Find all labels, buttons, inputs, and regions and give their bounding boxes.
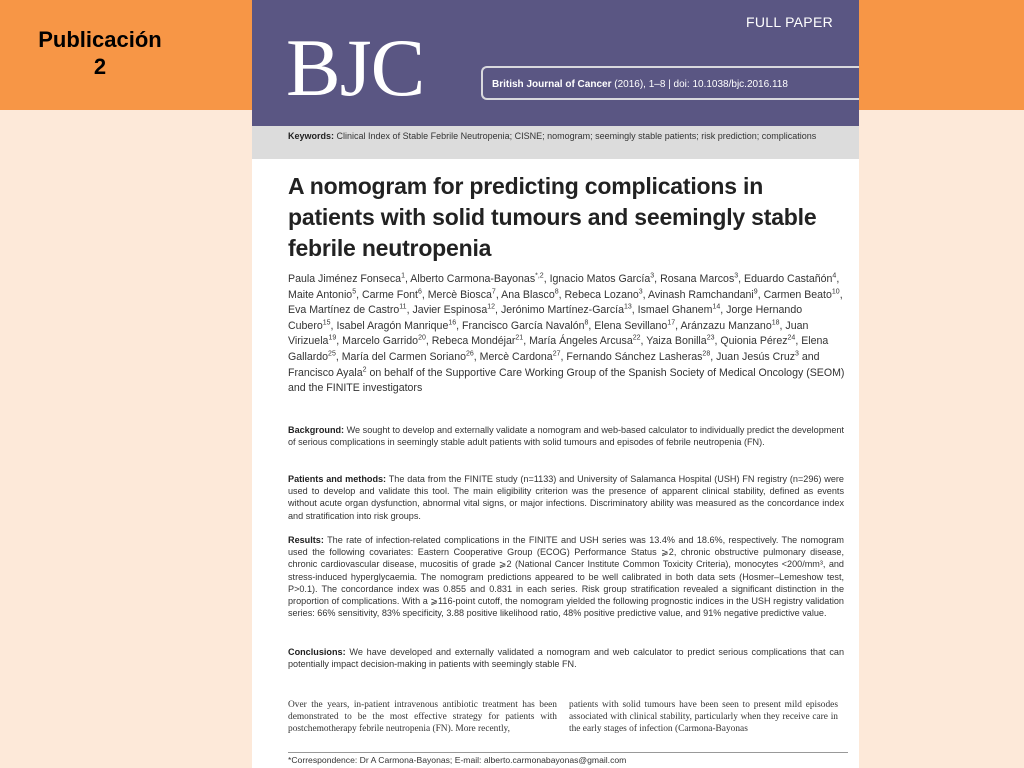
- abstract-results: [288, 534, 844, 619]
- citation-bar: [481, 66, 859, 100]
- methods-label: Patients and methods:: [288, 474, 387, 484]
- author-affiliation: 8: [554, 288, 559, 296]
- author-affiliation: 22: [632, 334, 641, 342]
- author-affiliation: 17: [667, 319, 676, 327]
- author-affiliation: 3: [734, 272, 739, 280]
- author-affiliation: 14: [712, 303, 721, 311]
- author: María Ángeles Arcusa$^{22}$: [529, 334, 641, 348]
- author-affiliation: 6: [417, 288, 422, 296]
- author: Jerónimo Martínez-García$^{13}$: [500, 303, 632, 317]
- conclusions-label: Conclusions:: [288, 647, 346, 657]
- author: Alberto Carmona-Bayonas$^{*,2}$: [410, 272, 544, 285]
- author: Francisco García Navalón$^8$: [462, 319, 589, 332]
- author: Yaiza Bonilla$^{23}$: [646, 334, 715, 348]
- author-affiliation: 3: [795, 350, 799, 358]
- author-affiliation: 28: [702, 350, 711, 358]
- author-affiliation: 8: [584, 319, 589, 327]
- keywords: [252, 126, 859, 159]
- author: Eduardo Castañón$^4$: [744, 272, 837, 285]
- background-text: We sought to develop and externally validate a nomogram and web-based calculator to individually predict the development of serious complications in seemingly stable adult patients with solid tumours and episodes of febrile neutropenia (FN).: [288, 425, 845, 448]
- author-affiliation: 19: [328, 334, 337, 342]
- correspondence-footnote: *Correspondence: Dr A Carmona-Bayonas; E-mail: alberto.carmonabayonas@gmail.com: [288, 752, 848, 766]
- paper-title: A nomogram for predicting complications in patients with solid tumours and seemingly stable febrile neutropenia: [288, 173, 817, 261]
- background-label: Background:: [288, 425, 345, 435]
- authors-and: and: [798, 350, 820, 363]
- author: Mercè Biosca$^7$: [427, 288, 496, 301]
- author: Fernando Sánchez Lasheras$^{28}$: [566, 350, 711, 363]
- author-affiliation: *,2: [535, 272, 544, 280]
- author: Quionia Pérez$^{24}$: [720, 334, 796, 348]
- author: Jorge Hernando Cubero$^{15}$: [288, 304, 803, 332]
- author-affiliation: 3: [650, 272, 655, 280]
- slide-label-line2: 2: [93, 54, 107, 79]
- author-affiliation: 2: [362, 366, 367, 374]
- abstract-methods: [288, 473, 844, 522]
- results-label: Results:: [288, 535, 324, 545]
- keywords-text: Clinical Index of Stable Febrile Neutropenia; CISNE; nomogram; seemingly stable patients; risk prediction; complications: [336, 131, 817, 141]
- author: Maite Antonio$^5$: [288, 288, 357, 301]
- body-text-right: patients with solid tumours have been seen to present mild episodes associated with clinical stability, particularly when they receive care in the early stages of infection (Carmona-Bayonas: [569, 700, 838, 734]
- author-affiliation: 9: [753, 288, 758, 296]
- author: Carmen Beato$^{10}$: [763, 288, 840, 301]
- author-affiliation: 15: [322, 319, 331, 327]
- author: Javier Espinosa$^{12}$: [412, 303, 496, 317]
- author-affiliation: 7: [491, 288, 496, 296]
- author: Aránzazu Manzano$^{18}$: [680, 319, 780, 332]
- author-affiliation: 1: [401, 272, 405, 280]
- results-text: The rate of infection-related complications in the FINITE and USH series was 13.4% and 18.6%, respectively. The nomogram used the following covariates: Eastern Cooperative Group (ECOG) Performance Status ⩾2, chronic obstructive pulmonary disease, chronic cardiovascular disease, mucositis of grade ⩾2 (National Cancer Institute Common Toxicity Criteria), monocytes <200/mm³, and stress-induced hyperglycaemia. The nomogram predictions appeared to be well calibrated in both data sets (Hosmer–Lemeshow test, P>0.1). The concordance index was 0.855 and 0.831 in each series. Risk group stratification revealed a significant distinction in the proportion of complications. With a ⩾116-point cutoff, the nomogram yielded the following prognostic indices in the USH registry validation series: 66% sensitivity, 83% specificity, 3.88 positive likelihood ratio, 48% positive predictive value, and 91% negative predictive value.: [288, 535, 844, 619]
- author-affiliation: 3: [638, 288, 643, 296]
- author: Elena Sevillano$^{17}$: [594, 319, 676, 332]
- author-affiliation: 25: [328, 350, 336, 358]
- author-affiliation: 21: [515, 334, 524, 342]
- author-affiliation: 4: [832, 272, 837, 280]
- journal-header: [252, 0, 859, 126]
- paper-page: [252, 0, 859, 768]
- slide-label: [0, 26, 200, 80]
- paper-type: FULL PAPER: [745, 14, 833, 30]
- author-affiliation: 23: [706, 334, 715, 342]
- author: Ana Blasco$^8$: [501, 288, 559, 301]
- author: Rebeca Mondéjar$^{21}$: [431, 334, 524, 348]
- author-affiliation: 20: [418, 334, 426, 342]
- author: Elena Gallardo$^{25}$: [288, 335, 829, 363]
- author: Eva Martínez de Castro$^{11}$: [288, 303, 407, 317]
- author-affiliation: 5: [352, 288, 357, 296]
- author-affiliation: 13: [623, 303, 632, 311]
- author-affiliation: 16: [448, 319, 457, 327]
- abstract-conclusions: [288, 646, 844, 670]
- author: Ignacio Matos García$^3$: [549, 272, 655, 285]
- author-affiliation: 12: [487, 303, 496, 311]
- citation-details: (2016), 1–8 | doi: 10.1038/bjc.2016.118: [611, 79, 788, 90]
- author: Rosana Marcos$^3$: [660, 272, 739, 285]
- author-list: Paula Jiménez Fonseca$^1$, Alberto Carmona-Bayonas$^{*,2}$, Ignacio Matos García$^3$, Rosana Marcos$^3$, Eduardo Castañón$^4$, Maite Antonio$^5$, Carme Font$^6$, Mercè Biosca$^7$, Ana Blasco$^8$, Rebeca Lozano$^3$, Avinash Ramchandani$^9$, Carmen Beato$^{10}$, Eva Martínez de Castro$^{11}$, Javier Espinosa$^{12}$, Jerónimo Martínez-García$^{13}$, Ismael Ghanem$^{14}$, Jorge Hernando Cubero$^{15}$, Isabel Aragón Manrique$^{16}$, Francisco García Navalón$^8$, Elena Sevillano$^{17}$, Aránzazu Manzano$^{18}$, Juan Virizuela$^{19}$, Marcelo Garrido$^{20}$, Rebeca Mondéjar$^{21}$, María Ángeles Arcusa$^{22}$, Yaiza Bonilla$^{23}$, Quionia Pérez$^{24}$, Elena Gallardo$^{25}$, María del Carmen Soriano$^{26}$, Mercè Cardona$^{27}$, Fernando Sánchez Lasheras$^{28}$, Juan Jesús Cruz$^3$ and Francisco Ayala$^2$ on behalf of the Supportive Care Working Group of the Spanish Society of Medical Oncology (SEOM) and the FINITE investigators: [288, 272, 845, 395]
- author: Isabel Aragón Manrique$^{16}$: [336, 319, 457, 332]
- author: Carme Font$^6$: [362, 288, 422, 301]
- author-affiliation: 24: [787, 334, 796, 342]
- author-affiliation: 10: [831, 288, 840, 296]
- authors-suffix: on behalf of the Supportive Care Working Group of the Spanish Society of Medical Oncology (SEOM) and the FINITE investigators: [288, 366, 845, 395]
- author-affiliation: 27: [552, 350, 561, 358]
- body-text-left: Over the years, in-patient intravenous antibiotic treatment has been demonstrated to be the most effective strategy for patients with postchemotherapy febrile neutropenia (FN). More recently,: [288, 700, 557, 734]
- author: Marcelo Garrido$^{20}$: [342, 334, 426, 348]
- journal-logo: BJC: [286, 22, 425, 113]
- slide-label-line1: Publicación: [38, 27, 162, 52]
- author-affiliation: 11: [399, 303, 407, 311]
- author-affiliation: 18: [771, 319, 780, 327]
- author-affiliation: 26: [465, 350, 474, 358]
- conclusions-text: We have developed and externally validated a nomogram and web calculator to predict serious complications that can potentially impact decision-making in patients with seemingly stable FN.: [288, 647, 845, 670]
- methods-text: The data from the FINITE study (n=1133) and University of Salamanca Hospital (USH) FN registry (n=296) were used to develop and validate this tool. The main eligibility criterion was the presence of apparent clinical stability, defined as events without acute organ dysfunction, abnormal vital signs, or major infections. Discriminatory ability was measured as the concordance index and stratification into risk groups.: [288, 474, 844, 521]
- abstract-background: [288, 424, 844, 448]
- author: Ismael Ghanem$^{14}$: [637, 303, 721, 317]
- author: Rebeca Lozano$^3$: [564, 288, 643, 301]
- author: Juan Jesús Cruz$^3$: [716, 350, 799, 363]
- keywords-label: Keywords:: [288, 131, 335, 141]
- author: Paula Jiménez Fonseca$^1$: [288, 272, 405, 285]
- author: Mercè Cardona$^{27}$: [479, 350, 561, 363]
- author: Juan Virizuela$^{19}$: [288, 319, 809, 348]
- citation-journal-name: British Journal of Cancer: [492, 79, 612, 90]
- author: Francisco Ayala$^2$: [288, 366, 367, 379]
- author: María del Carmen Soriano$^{26}$: [341, 350, 474, 363]
- author: Avinash Ramchandani$^9$: [647, 288, 758, 301]
